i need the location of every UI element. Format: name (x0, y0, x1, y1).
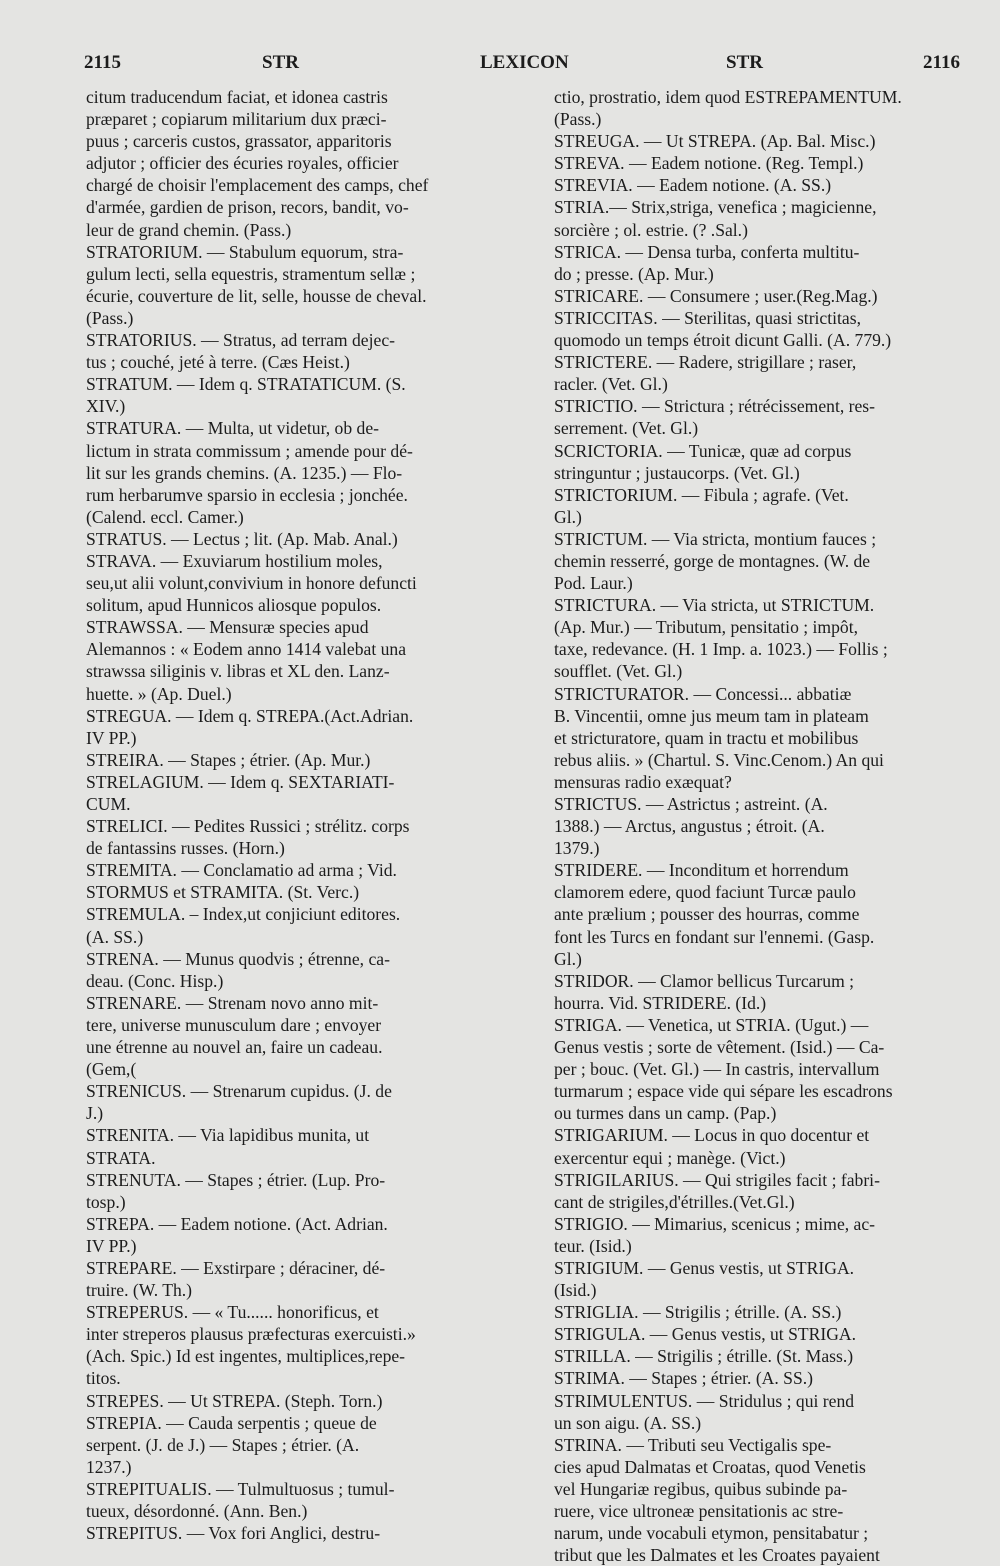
text-line: quomodo un temps étroit dicunt Galli. (A. 779.) (554, 330, 892, 351)
text-line: STRATURA. — Multa, ut videtur, ob de- (86, 418, 379, 439)
text-line: STREPITUALIS. — Tulmultuosus ; tumul- (86, 1478, 395, 1499)
text-line: deau. (Conc. Hisp.) (86, 970, 224, 991)
text-line: stringuntur ; justaucorps. (Vet. Gl.) (554, 462, 800, 483)
text-line: CUM. (86, 794, 131, 814)
text-line: STRICTIO. — Strictura ; rétrécissement, res- (554, 396, 876, 417)
text-line: SCRICTORIA. — Tunicæ, quæ ad corpus (554, 440, 852, 461)
text-line: J.) (86, 1103, 104, 1124)
text-line: exercentur equi ; manège. (Vict.) (554, 1147, 786, 1168)
text-line: (Pass.) (86, 307, 134, 328)
text-line: STRATUS. — Lectus ; lit. (Ap. Mab. Anal.) (86, 528, 398, 549)
running-title: LEXICON (480, 52, 569, 73)
text-line: turmarum ; espace vide qui sépare les escadrons (554, 1081, 893, 1102)
text-line: seu,ut alii volunt,convivium in honore defuncti (86, 573, 417, 594)
text-line: gulum lecti, sella equestris, stramentum sellæ ; (86, 263, 416, 284)
text-line: serpent. (J. de J.) — Stapes ; étrier. (A. (86, 1434, 360, 1455)
text-line: chemin resserré, gorge de montagnes. (W. de (554, 550, 871, 571)
text-line: titos. (86, 1368, 121, 1389)
text-line: XIV.) (86, 396, 126, 417)
text-line: B. Vincentii, omne jus meum tam in plateam (554, 705, 869, 726)
text-line: (Calend. eccl. Camer.) (86, 506, 244, 527)
text-line: IV PP.) (86, 1235, 137, 1256)
text-line: (Pass.) (554, 109, 602, 130)
text-line: chargé de choisir l'emplacement des camps, chef (86, 175, 429, 196)
right-column (554, 86, 966, 1566)
text-line: teur. (Isid.) (554, 1235, 632, 1256)
text-line: adjutor ; officier des écuries royales, officier (86, 153, 399, 174)
text-line: STRIMULENTUS. — Stridulus ; qui rend (554, 1390, 855, 1411)
text-line: 1379.) (554, 838, 600, 859)
text-line: clamorem edere, quod faciunt Turcæ paulo (554, 882, 856, 903)
text-line: STRICCITAS. — Sterilitas, quasi strictitas, (554, 307, 861, 328)
text-line: STRIMA. — Stapes ; étrier. (A. SS.) (554, 1368, 814, 1389)
text-line: Alemannos : « Eodem anno 1414 valebat una (86, 639, 407, 660)
page-header (84, 52, 960, 82)
text-line: (Gem,( (86, 1059, 137, 1080)
text-line: STRIDOR. — Clamor bellicus Turcarum ; (554, 970, 855, 991)
text-line: STRICTURATOR. — Concessi... abbatiæ (554, 683, 852, 704)
text-line: STRICTORIUM. — Fibula ; agrafe. (Vet. (554, 484, 849, 505)
text-line: cant de strigiles,d'étrilles.(Vet.Gl.) (554, 1191, 795, 1212)
text-line: Genus vestis ; sorte de vêtement. (Isid.) — Ca- (554, 1037, 885, 1058)
text-line: STRIGILARIUS. — Qui strigiles facit ; fabri- (554, 1169, 880, 1190)
text-line: STRICARE. — Consumere ; user.(Reg.Mag.) (554, 285, 878, 306)
text-line: STREVIA. — Eadem notione. (A. SS.) (554, 175, 832, 196)
text-line: per ; bouc. (Vet. Gl.) — In castris, intervallum (554, 1059, 880, 1080)
text-line: truire. (W. Th.) (86, 1280, 193, 1301)
text-line: ctio, prostratio, idem quod ESTREPAMENTUM. (554, 87, 902, 107)
text-line: STREGUA. — Idem q. STREPA.(Act.Adrian. (86, 705, 414, 726)
text-line: solitum, apud Hunnicos aliosque populos. (86, 595, 382, 616)
page-number-left: 2115 (84, 52, 121, 73)
text-line: (A. SS.) (86, 926, 144, 947)
text-line: narum, unde vocabuli etymon, pensitabatur ; (554, 1523, 869, 1544)
text-line: puus ; carceris custos, grassator, apparitoris (86, 131, 392, 152)
text-line: STRENICUS. — Strenarum cupidus. (J. de (86, 1081, 392, 1102)
text-line: tus ; couché, jeté à terre. (Cæs Heist.) (86, 352, 350, 373)
text-line: huette. » (Ap. Duel.) (86, 683, 232, 704)
text-line: STRELICI. — Pedites Russici ; strélitz. corps (86, 816, 410, 837)
text-line: cies apud Dalmatas et Croatas, quod Venetis (554, 1456, 866, 1477)
text-line: Gl.) (554, 506, 582, 527)
text-line: STRICTUS. — Astrictus ; astreint. (A. (554, 794, 828, 814)
text-line: STRAVA. — Exuviarum hostilium moles, (86, 550, 383, 571)
text-line: præparet ; copiarum militarium dux præci- (86, 109, 387, 130)
text-line: d'armée, gardien de prison, recors, bandit, vo- (86, 197, 409, 218)
text-line: écurie, couverture de lit, selle, housse de cheval. (86, 285, 427, 306)
text-line: STREMITA. — Conclamatio ad arma ; Vid. (86, 860, 397, 881)
text-line: 1388.) — Arctus, angustus ; étroit. (A. (554, 816, 825, 837)
text-line: ante prælium ; pousser des hourras, comme (554, 904, 860, 925)
text-line: citum traducendum faciat, et idonea castris (86, 87, 388, 107)
text-line: STREPERUS. — « Tu...... honorificus, et (86, 1302, 379, 1323)
text-line: STREPITUS. — Vox fori Anglici, destru- (86, 1523, 381, 1544)
text-line: font les Turcs en fondant sur l'ennemi. (Gasp. (554, 926, 875, 947)
text-line: 1237.) (86, 1456, 132, 1477)
text-line: STRICTURA. — Via stricta, ut STRICTUM. (554, 595, 875, 616)
text-line: vel Hungariæ regibus, quibus subinde pa- (554, 1478, 848, 1499)
text-line: STRIGARIUM. — Locus in quo docentur et (554, 1125, 870, 1146)
text-line: mensuras radio exæquat? (554, 771, 732, 792)
text-line: Pod. Laur.) (554, 573, 633, 594)
text-line: STRIGA. — Venetica, ut STRIA. (Ugut.) — (554, 1014, 869, 1035)
guide-word-left: STR (262, 52, 299, 73)
text-line: STRICTERE. — Radere, strigillare ; raser, (554, 352, 857, 373)
text-line: STRIDERE. — Inconditum et horrendum (554, 860, 849, 881)
text-line: STRENARE. — Strenam novo anno mit- (86, 992, 379, 1013)
text-line: STRATA. (86, 1147, 156, 1168)
text-line: (Ach. Spic.) Id est ingentes, multiplices,repe- (86, 1346, 406, 1367)
text-line: racler. (Vet. Gl.) (554, 374, 668, 395)
text-line: STREUGA. — Ut STREPA. (Ap. Bal. Misc.) (554, 131, 876, 152)
text-line: STRIGULA. — Genus vestis, ut STRIGA. (554, 1324, 857, 1345)
text-line: une étrenne au nouvel an, faire un cadeau. (86, 1037, 383, 1058)
text-line: STRINA. — Tributi seu Vectigalis spe- (554, 1434, 832, 1455)
text-line: STREPIA. — Cauda serpentis ; queue de (86, 1412, 377, 1433)
text-line: STREPA. — Eadem notione. (Act. Adrian. (86, 1213, 388, 1234)
text-line: rum herbarumve sparsio in ecclesia ; jonchée. (86, 484, 408, 505)
text-line: Gl.) (554, 948, 582, 969)
text-line: STREMULA. – Index,ut conjiciunt editores. (86, 904, 401, 925)
text-line: STRENITA. — Via lapidibus munita, ut (86, 1125, 370, 1146)
text-line: strawssa siliginis v. libras et XL den. Lanz- (86, 661, 390, 682)
text-line: lictum in strata commissum ; amende pour dé- (86, 440, 413, 461)
text-line: serrement. (Vet. Gl.) (554, 418, 699, 439)
text-line: do ; presse. (Ap. Mur.) (554, 263, 714, 284)
text-line: IV PP.) (86, 727, 137, 748)
text-line: STRELAGIUM. — Idem q. SEXTARIATI- (86, 771, 395, 792)
text-line: STRENUTA. — Stapes ; étrier. (Lup. Pro- (86, 1169, 386, 1190)
text-line: hourra. Vid. STRIDERE. (Id.) (554, 992, 767, 1013)
text-line: lit sur les grands chemins. (A. 1235.) — Flo- (86, 462, 403, 483)
text-line: leur de grand chemin. (Pass.) (86, 219, 292, 240)
text-line: STRILLA. — Strigilis ; étrille. (St. Mass.) (554, 1346, 854, 1367)
text-line: rebus aliis. » (Chartul. S. Vinc.Cenom.) An qui (554, 749, 884, 770)
text-line: STRENA. — Munus quodvis ; étrenne, ca- (86, 948, 390, 969)
text-line: STRATORIUM. — Stabulum equorum, stra- (86, 241, 404, 262)
text-line: STREIRA. — Stapes ; étrier. (Ap. Mur.) (86, 749, 371, 770)
text-line: soufflet. (Vet. Gl.) (554, 661, 683, 682)
text-line: STREPES. — Ut STREPA. (Steph. Torn.) (86, 1390, 383, 1411)
text-line: inter streperos plausus præfecturas exercuisti.» (86, 1324, 416, 1345)
text-line: STORMUS et STRAMITA. (St. Verc.) (86, 882, 360, 903)
text-line: un son aigu. (A. SS.) (554, 1412, 702, 1433)
text-line: STREVA. — Eadem notione. (Reg. Templ.) (554, 153, 864, 174)
text-line: STRIGIUM. — Genus vestis, ut STRIGA. (554, 1257, 855, 1278)
guide-word-right: STR (726, 52, 763, 73)
text-line: sorcière ; ol. estrie. (? .Sal.) (554, 219, 748, 240)
text-line: ruere, vice ultroneæ pensitationis ac stre- (554, 1501, 844, 1521)
text-line: STRAWSSA. — Mensuræ species apud (86, 617, 369, 638)
text-line: STRICTUM. — Via stricta, montium fauces ; (554, 528, 877, 549)
text-line: STREPARE. — Exstirpare ; déraciner, dé- (86, 1257, 386, 1278)
text-line: STRIGIO. — Mimarius, scenicus ; mime, ac- (554, 1213, 876, 1234)
text-line: STRATUM. — Idem q. STRATATICUM. (S. (86, 374, 406, 395)
text-line: de fantassins russes. (Horn.) (86, 838, 285, 859)
text-line: tueux, désordonné. (Ann. Ben.) (86, 1501, 308, 1521)
text-line: (Ap. Mur.) — Tributum, pensitatio ; impôt, (554, 617, 858, 638)
page-number-right: 2116 (923, 52, 960, 73)
text-line: (Isid.) (554, 1280, 597, 1301)
text-line: taxe, redevance. (H. 1 Imp. a. 1023.) — Follis ; (554, 639, 888, 660)
text-line: ou turmes dans un camp. (Pap.) (554, 1103, 777, 1124)
text-line: STRICA. — Densa turba, conferta multitu- (554, 241, 860, 262)
text-line: tosp.) (86, 1191, 126, 1212)
left-column (86, 86, 498, 1544)
text-line: STRATORIUS. — Stratus, ad terram dejec- (86, 330, 395, 351)
text-line: tere, universe munusculum dare ; envoyer (86, 1014, 382, 1035)
text-line: STRIA.— Strix,striga, venefica ; magicienne, (554, 197, 877, 218)
text-line: et stricturatore, quam in tractu et mobilibus (554, 727, 859, 748)
text-line: STRIGLIA. — Strigilis ; étrille. (A. SS.) (554, 1302, 842, 1323)
text-line: tribut que les Dalmates et les Croates payaient (554, 1545, 880, 1566)
